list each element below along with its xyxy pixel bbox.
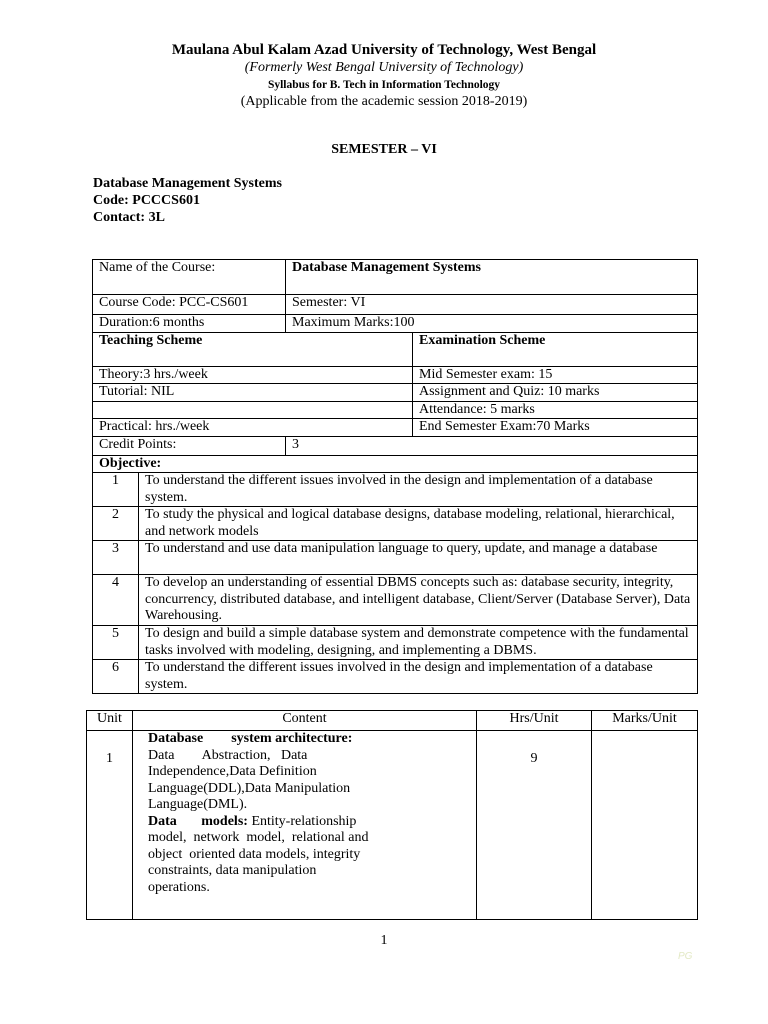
objective-number: 6 bbox=[93, 660, 139, 694]
assignment-cell: Assignment and Quiz: 10 marks bbox=[413, 384, 698, 402]
course-code-cell: Course Code: PCC-CS601 bbox=[93, 295, 286, 315]
mid-sem-cell: Mid Semester exam: 15 bbox=[413, 366, 698, 384]
unit-content-table bbox=[86, 710, 698, 920]
course-code: Code: PCCCS601 bbox=[93, 193, 200, 208]
header-unit: Unit bbox=[87, 711, 133, 731]
objective-number: 3 bbox=[93, 541, 139, 575]
unit-heading-models: Data models: bbox=[148, 813, 248, 829]
page-number: 1 bbox=[380, 933, 388, 948]
credit-label: Credit Points: bbox=[93, 436, 286, 455]
header-marks: Marks/Unit bbox=[592, 711, 698, 731]
objective-text: To understand the different issues involved in the design and implementation of a database system. bbox=[139, 473, 698, 507]
university-name: Maulana Abul Kalam Azad University of Technology, West Bengal bbox=[171, 42, 597, 58]
objective-number: 5 bbox=[93, 626, 139, 660]
syllabus-title: Syllabus for B. Tech in Information Technology bbox=[267, 79, 501, 91]
exam-scheme-header: Examination Scheme bbox=[413, 332, 698, 366]
semester-heading: SEMESTER – VI bbox=[331, 142, 437, 157]
tutorial-cell: Tutorial: NIL bbox=[93, 384, 413, 402]
end-sem-cell: End Semester Exam:70 Marks bbox=[413, 419, 698, 437]
course-name-label: Name of the Course: bbox=[93, 260, 286, 295]
unit-number: 1 bbox=[87, 731, 133, 920]
watermark: PG bbox=[678, 951, 693, 962]
unit-text-architecture: Data Abstraction, Data Independence,Data Definition Language(DDL),Data Manipulation Language(DML). bbox=[148, 747, 354, 812]
course-name-value: Database Management Systems bbox=[286, 260, 698, 295]
empty-cell bbox=[93, 401, 413, 419]
session-note: (Applicable from the academic session 2018-2019) bbox=[240, 94, 528, 109]
objective-text: To study the physical and logical database designs, database modeling, relational, hierarchical, and network models bbox=[139, 507, 698, 541]
teaching-scheme-header: Teaching Scheme bbox=[93, 332, 413, 366]
credit-value: 3 bbox=[286, 436, 698, 455]
max-marks-cell: Maximum Marks:100 bbox=[286, 315, 698, 333]
unit-content bbox=[133, 731, 477, 920]
theory-cell: Theory:3 hrs./week bbox=[93, 366, 413, 384]
unit-hours: 9 bbox=[477, 731, 592, 920]
unit-marks bbox=[592, 731, 698, 920]
unit-text-models: Entity-relationship model, network model, relational and object oriented data models, integrity constraints, data manipulation operations. bbox=[148, 813, 376, 895]
objective-number: 4 bbox=[93, 575, 139, 626]
practical-cell: Practical: hrs./week bbox=[93, 419, 413, 437]
objective-label: Objective: bbox=[93, 455, 698, 473]
semester-cell: Semester: VI bbox=[286, 295, 698, 315]
objective-text: To design and build a simple database system and demonstrate competence with the fundamental tasks involved with modeling, designing, and implementing a DBMS. bbox=[139, 626, 698, 660]
objective-number: 2 bbox=[93, 507, 139, 541]
objective-number: 1 bbox=[93, 473, 139, 507]
attendance-cell: Attendance: 5 marks bbox=[413, 401, 698, 419]
course-details-table bbox=[92, 259, 698, 694]
objective-text: To develop an understanding of essential DBMS concepts such as: database security, integrity, concurrency, distributed database, and intelligent database, Client/Server (Database Server), Data Warehousing. bbox=[139, 575, 698, 626]
duration-cell: Duration:6 months bbox=[93, 315, 286, 333]
header-hrs: Hrs/Unit bbox=[477, 711, 592, 731]
objective-text: To understand the different issues involved in the design and implementation of a database system. bbox=[139, 660, 698, 694]
formerly-name: (Formerly West Bengal University of Technology) bbox=[244, 60, 524, 75]
course-name: Database Management Systems bbox=[93, 176, 282, 191]
unit-heading-architecture: Database system architecture: bbox=[148, 731, 353, 746]
header-content: Content bbox=[133, 711, 477, 731]
objective-text: To understand and use data manipulation language to query, update, and manage a database bbox=[139, 541, 698, 575]
course-contact: Contact: 3L bbox=[93, 210, 165, 225]
